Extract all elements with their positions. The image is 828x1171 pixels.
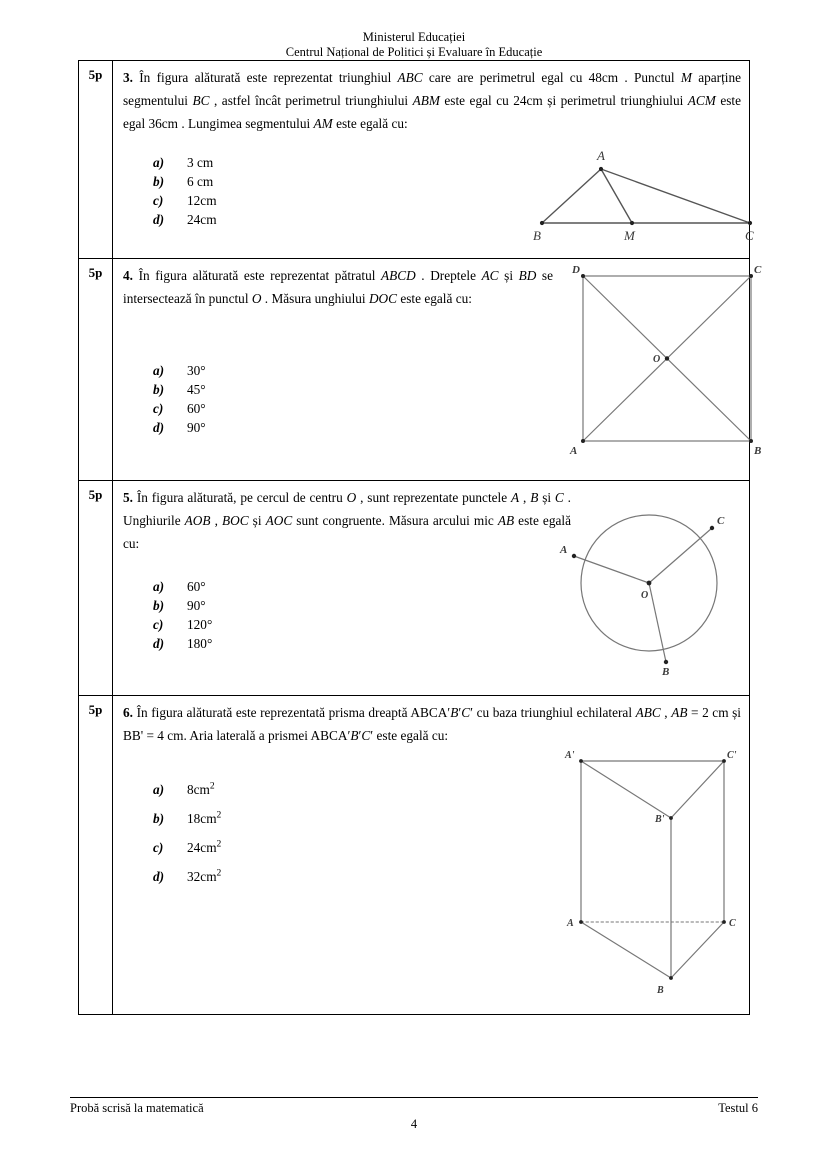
question-row-4 [79,259,762,481]
question-text-5: În figura alăturată, pe cercul de centru O , sunt reprezentate punctele A , B și C . Unghiurile AOB , BOC și AOC sunt congruente. Măsura arcului mic AB este egală cu: [123,490,571,551]
option-item[interactable] [123,615,741,634]
option-letter: d) [153,869,165,884]
page-number: 4 [410,1117,418,1131]
option-letter: a) [153,363,165,378]
option-text: 120° [187,617,213,632]
points-cell-4: 5p [79,259,113,480]
figure-label-b: B [754,445,762,457]
question-number-6: 6. [123,705,133,720]
option-item[interactable] [123,833,741,862]
option-text: 60° [187,401,206,416]
option-item[interactable] [123,577,741,596]
option-text: 3 cm [187,155,214,170]
options-list-6 [123,775,741,891]
header-ministry-line: Ministerul Educației [362,30,466,44]
option-item[interactable] [123,361,741,380]
question-number-4: 4. [123,268,133,283]
option-text: 90° [187,598,206,613]
option-text [179,862,221,891]
figure-label-a: A [567,918,574,929]
footer-subject-label: Probă scrisă la matematică [70,1101,204,1115]
figure-label-b: B [662,666,670,678]
figure-label-a: A [570,445,578,457]
option-letter: b) [153,811,165,826]
option-exponent: 2 [216,838,222,850]
footer-test-label: Testul 6 [718,1101,758,1115]
option-text [179,833,221,862]
figure-label-b: B [657,985,664,996]
option-exponent: 2 [209,780,215,792]
question-number-5: 5. [123,490,133,505]
option-item[interactable] [123,804,741,833]
question-statement-3 [123,66,741,135]
figure-label-o: O [641,590,649,601]
option-letter: b) [153,174,165,189]
figure-label-c-prime: C' [727,750,737,761]
figure-label-b: B [533,228,541,243]
options-list-5 [123,577,741,653]
option-letter: a) [153,782,165,797]
option-text [179,804,221,833]
question-statement-6 [123,701,741,747]
points-cell-5: 5p [79,481,113,695]
option-letter: c) [153,617,164,632]
figure-label-a: A [560,544,568,556]
option-exponent: 2 [216,809,222,821]
question-row-6 [79,696,749,1014]
points-cell-6: 5p [79,696,113,1014]
figure-label-a: A [597,148,605,163]
question-body-6 [113,696,749,1014]
option-letter: d) [153,420,165,435]
question-body-4 [113,259,762,480]
exam-questions-table [78,60,762,1015]
figure-label-c: C [754,264,762,276]
figure-label-c: C [717,515,725,527]
option-value: 24cm [187,840,217,855]
option-text: 12cm [187,193,217,208]
figure-label-c: C [745,228,754,243]
option-text: 30° [187,363,206,378]
option-item[interactable] [123,862,741,891]
option-text: 45° [187,382,206,397]
option-item[interactable] [123,191,741,210]
option-letter: d) [153,636,165,651]
option-value: 8cm [187,782,210,797]
question-row-3 [79,61,754,259]
option-letter: c) [153,401,164,416]
option-letter: d) [153,212,165,227]
question-number-3: 3. [123,70,133,85]
footer-divider [70,1097,758,1098]
option-item[interactable] [123,380,741,399]
option-item[interactable] [123,634,741,653]
options-list-3 [123,153,741,229]
option-letter: c) [153,193,164,208]
option-text: 24cm [187,212,217,227]
option-value: 18cm [187,811,217,826]
figure-label-a-prime: A' [565,750,575,761]
figure-label-c: C [729,918,736,929]
question-text-4: În figura alăturată este reprezentat pătratul ABCD . Dreptele AC și BD se intersectează în punctul O . Măsura unghiului DOC este egală cu: [123,268,554,306]
option-text: 90° [187,420,206,435]
option-value: 32cm [187,869,217,884]
option-letter: a) [153,155,165,170]
option-exponent: 2 [216,867,222,879]
document-header [0,30,828,60]
header-center-line: Centrul Național de Politici și Evaluare în Educație [285,45,543,59]
question-body-5 [113,481,749,695]
option-item[interactable] [123,172,741,191]
option-letter: a) [153,579,165,594]
question-statement-5 [123,486,571,555]
option-item[interactable] [123,418,741,437]
option-letter: b) [153,382,165,397]
question-text-6: În figura alăturată este reprezentată prisma dreaptă ABCA′B′C′ cu baza triunghiul echilateral ABC , AB = 2 cm și BB' = 4 cm. Aria laterală a prismei ABCA′B′C′ este egală cu: [123,705,741,743]
option-item[interactable] [123,153,741,172]
points-cell-3: 5p [79,61,113,258]
figure-label-o: O [653,354,661,365]
option-item[interactable] [123,399,741,418]
option-item[interactable] [123,775,741,804]
options-list-4 [123,361,741,437]
question-text-3: În figura alăturată este reprezentat triunghiul ABC care are perimetrul egal cu 48cm . Punctul M aparține segmentului BC , astfel încât perimetrul triunghiului ABM este egal cu 24cm și perimetrul triunghiului ACM este egal 36cm . Lungimea segmentului AM este egală cu: [123,70,742,131]
figure-label-b-prime: B' [655,814,665,825]
option-text: 60° [187,579,206,594]
option-letter: c) [153,840,164,855]
option-item[interactable] [123,596,741,615]
question-statement-4 [123,264,553,310]
figure-label-m: M [624,228,635,243]
option-item[interactable] [123,210,741,229]
option-letter: b) [153,598,165,613]
option-text [179,775,215,804]
question-row-5 [79,481,749,696]
option-text: 6 cm [187,174,214,189]
question-body-3 [113,61,754,258]
option-text: 180° [187,636,213,651]
figure-label-d: D [572,264,580,276]
